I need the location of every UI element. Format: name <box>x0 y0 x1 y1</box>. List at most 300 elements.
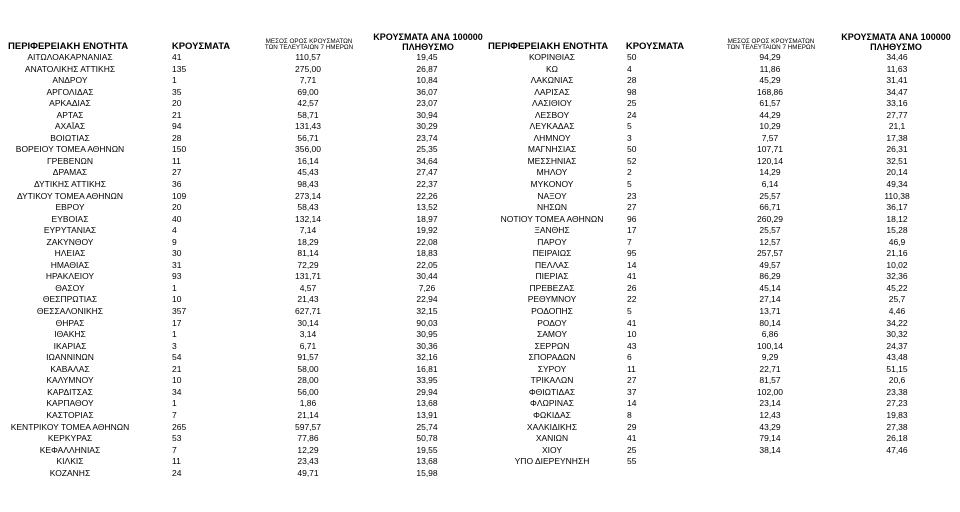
table-row <box>488 248 954 260</box>
per-100k-cell: 30,44 <box>416 271 438 282</box>
cases-cell: 7 <box>172 409 177 420</box>
cases-cell: 4 <box>172 225 177 236</box>
per-100k-cell: 30,29 <box>416 121 438 132</box>
region-cell: ΧΑΛΚΙΔΙΚΗΣ <box>526 421 578 432</box>
per-header-line-1: ΚΡΟΥΣΜΑΤΑ ΑΝΑ 100000 <box>373 32 483 43</box>
table-row <box>8 260 482 272</box>
seven-day-average-cell: 597,57 <box>295 421 321 432</box>
region-cell: ΜΑΓΝΗΣΙΑΣ <box>527 144 577 155</box>
cases-cell: 29 <box>627 421 637 432</box>
avg-header-line-2: ΤΩΝ ΤΕΛΕΥΤΑΙΩΝ 7 ΗΜΕΡΩΝ <box>726 44 816 52</box>
per-100k-cell: 22,94 <box>416 294 438 305</box>
seven-day-average-cell: 56,71 <box>297 132 319 143</box>
region-cell: ΕΥΡΥΤΑΝΙΑΣ <box>43 225 97 236</box>
cases-cell: 14 <box>627 398 637 409</box>
seven-day-average-cell: 38,14 <box>759 444 781 455</box>
cases-cell: 94 <box>172 121 182 132</box>
seven-day-average-cell: 30,14 <box>297 317 319 328</box>
cases-cell: 25 <box>627 98 637 109</box>
cases-cell: 265 <box>172 421 187 432</box>
table-row <box>488 202 954 214</box>
per-100k-cell: 36,07 <box>416 86 438 97</box>
table-row <box>488 456 954 468</box>
seven-day-average-cell: 86,29 <box>759 271 781 282</box>
cases-cell: 37 <box>627 386 637 397</box>
per-100k-cell: 11,63 <box>886 63 908 74</box>
region-cell: ΔΡΑΜΑΣ <box>52 167 88 178</box>
left-table <box>8 22 482 479</box>
region-cell: ΣΕΡΡΩΝ <box>534 340 570 351</box>
region-cell: ΚΑΡΠΑΘΟΥ <box>46 398 94 409</box>
cases-cell: 22 <box>627 294 637 305</box>
table-row <box>8 191 482 203</box>
seven-day-average-cell: 132,14 <box>295 213 321 224</box>
per-100k-cell: 27,23 <box>886 398 908 409</box>
cases-cell: 31 <box>172 259 182 270</box>
region-cell: ΘΕΣΣΑΛΟΝΙΚΗΣ <box>36 306 104 317</box>
region-cell: ΝΟΤΙΟΥ ΤΟΜΕΑ ΑΘΗΝΩΝ <box>500 213 604 224</box>
region-cell: ΥΠΟ ΔΙΕΡΕΥΝΗΣΗ <box>514 456 590 467</box>
region-cell: ΛΗΜΝΟΥ <box>533 132 571 143</box>
per-100k-cell: 32,36 <box>886 271 908 282</box>
seven-day-average-cell: 273,14 <box>295 190 321 201</box>
table-row <box>488 64 954 76</box>
region-cell: ΚΕΦΑΛΛΗΝΙΑΣ <box>39 444 101 455</box>
seven-day-average-cell: 260,29 <box>757 213 783 224</box>
per-100k-cell: 4,46 <box>888 306 906 317</box>
seven-day-average-cell: 80,14 <box>759 317 781 328</box>
per-100k-cell: 51,15 <box>886 363 908 374</box>
per-100k-cell: 25,74 <box>416 421 438 432</box>
per-100k-cell: 22,37 <box>416 179 438 190</box>
table-row <box>488 52 954 64</box>
table-row <box>8 271 482 283</box>
seven-day-average-cell: 21,43 <box>297 294 319 305</box>
cases-cell: 17 <box>172 317 182 328</box>
table-row <box>8 75 482 87</box>
per-100k-cell: 34,22 <box>886 317 908 328</box>
table-row <box>488 225 954 237</box>
per-100k-cell: 33,95 <box>416 375 438 386</box>
seven-day-average-cell: 28,00 <box>297 375 319 386</box>
cases-cell: 14 <box>627 259 637 270</box>
per-100k-column-header <box>840 33 952 52</box>
seven-day-average-cell: 56,00 <box>297 386 319 397</box>
seven-day-average-cell: 100,14 <box>757 340 783 351</box>
region-cell: ΠΡΕΒΕΖΑΣ <box>529 282 575 293</box>
seven-day-average-cell: 79,14 <box>759 433 781 444</box>
avg-header-line-1: ΜΕΣΟΣ ΟΡΟΣ ΚΡΟΥΣΜΑΤΩΝ <box>727 37 815 45</box>
avg-header-line-2: ΤΩΝ ΤΕΛΕΥΤΑΙΩΝ 7 ΗΜΕΡΩΝ <box>264 44 354 52</box>
region-cell: ΙΩΑΝΝΙΝΩΝ <box>46 352 94 363</box>
seven-day-average-cell: 98,43 <box>297 179 319 190</box>
seven-day-average-cell: 58,43 <box>297 202 319 213</box>
cases-cell: 9 <box>172 236 177 247</box>
cases-cell: 41 <box>627 271 637 282</box>
per-100k-cell: 50,78 <box>416 433 438 444</box>
table-row <box>8 306 482 318</box>
seven-day-average-cell: 6,14 <box>761 179 779 190</box>
seven-day-average-cell: 77,86 <box>297 433 319 444</box>
per-header-line-1: ΚΡΟΥΣΜΑΤΑ ΑΝΑ 100000 <box>841 32 951 43</box>
cases-cell: 5 <box>627 121 632 132</box>
cases-cell: 43 <box>627 340 637 351</box>
cases-cell: 27 <box>627 375 637 386</box>
per-100k-cell: 15,98 <box>416 467 438 478</box>
per-100k-cell: 36,17 <box>886 202 908 213</box>
region-column-header: ΠΕΡΙΦΕΡΕΙΑΚΗ ΕΝΟΤΗΤΑ <box>8 41 129 53</box>
per-100k-cell: 13,68 <box>416 398 438 409</box>
seven-day-average-cell: 72,29 <box>297 259 319 270</box>
per-100k-cell: 26,31 <box>886 144 908 155</box>
cases-cell: 1 <box>172 75 177 86</box>
table-row <box>8 133 482 145</box>
region-cell: ΔΥΤΙΚΗΣ ΑΤΤΙΚΗΣ <box>33 179 107 190</box>
region-cell: ΚΙΛΚΙΣ <box>56 456 84 467</box>
seven-day-average-cell: 45,14 <box>759 282 781 293</box>
table-row <box>488 433 954 445</box>
seven-day-average-cell: 49,71 <box>297 467 319 478</box>
table-row <box>8 167 482 179</box>
seven-day-average-cell: 43,29 <box>759 421 781 432</box>
table-row <box>8 237 482 249</box>
region-cell: ΘΕΣΠΡΩΤΙΑΣ <box>42 294 98 305</box>
seven-day-average-cell: 6,86 <box>761 329 779 340</box>
seven-day-average-cell: 1,86 <box>299 398 317 409</box>
per-100k-cell: 23,07 <box>416 98 438 109</box>
region-cell: ΚΕΡΚΥΡΑΣ <box>47 433 93 444</box>
seven-day-average-cell: 6,71 <box>299 340 317 351</box>
table-row <box>8 422 482 434</box>
seven-day-average-cell: 81,14 <box>297 248 319 259</box>
per-100k-cell: 47,46 <box>886 444 908 455</box>
cases-cell: 1 <box>172 398 177 409</box>
region-cell: ΠΙΕΡΙΑΣ <box>535 271 569 282</box>
per-100k-cell: 19,92 <box>416 225 438 236</box>
cases-cell: 21 <box>172 109 182 120</box>
seven-day-average-cell: 14,29 <box>759 167 781 178</box>
region-cell: ΚΑΡΔΙΤΣΑΣ <box>47 386 93 397</box>
per-100k-cell: 23,74 <box>416 132 438 143</box>
per-100k-cell: 43,48 <box>886 352 908 363</box>
per-header-line-2: ΠΛΗΘΥΣΜΟ <box>870 41 922 52</box>
table-row <box>8 248 482 260</box>
table-row <box>8 98 482 110</box>
region-cell: ΦΛΩΡΙΝΑΣ <box>530 398 574 409</box>
per-100k-cell: 26,18 <box>886 433 908 444</box>
cases-cell: 21 <box>172 363 182 374</box>
region-column-header: ΠΕΡΙΦΕΡΕΙΑΚΗ ΕΝΟΤΗΤΑ <box>488 41 609 53</box>
cases-cell: 23 <box>627 190 637 201</box>
region-cell: ΛΕΥΚΑΔΑΣ <box>529 121 575 132</box>
per-100k-cell: 16,81 <box>416 363 438 374</box>
per-100k-cell: 20,14 <box>886 167 908 178</box>
per-100k-cell: 22,26 <box>416 190 438 201</box>
cases-cell: 5 <box>627 306 632 317</box>
table-row <box>8 110 482 122</box>
region-cell: ΚΑΛΥΜΝΟΥ <box>46 375 94 386</box>
table-row <box>8 179 482 191</box>
left-table-header <box>8 22 482 52</box>
per-100k-cell: 19,55 <box>416 444 438 455</box>
table-row <box>488 422 954 434</box>
cases-cell: 34 <box>172 386 182 397</box>
table-row <box>8 225 482 237</box>
table-row <box>8 52 482 64</box>
table-row <box>8 398 482 410</box>
region-cell: ΚΟΖΑΝΗΣ <box>49 467 91 478</box>
seven-day-average-cell: 61,57 <box>759 98 781 109</box>
right-table <box>488 22 954 468</box>
table-row <box>488 214 954 226</box>
table-row <box>8 341 482 353</box>
table-row <box>488 121 954 133</box>
region-cell: ΛΕΣΒΟΥ <box>534 109 570 120</box>
cases-cell: 1 <box>172 282 177 293</box>
cases-cell: 41 <box>172 52 182 62</box>
region-cell: ΡΕΘΥΜΝΟΥ <box>527 294 577 305</box>
table-row <box>488 410 954 422</box>
region-cell: ΣΠΟΡΑΔΩΝ <box>528 352 576 363</box>
cases-cell: 24 <box>172 467 182 478</box>
table-row <box>8 375 482 387</box>
table-row <box>8 202 482 214</box>
seven-day-average-cell: 107,71 <box>757 144 783 155</box>
per-100k-column-header <box>372 33 484 52</box>
per-100k-cell: 21,1 <box>888 121 906 132</box>
seven-day-average-cell: 91,57 <box>297 352 319 363</box>
per-100k-cell: 46,9 <box>888 236 906 247</box>
region-cell: ΕΒΡΟΥ <box>55 202 85 213</box>
region-cell: ΝΑΞΟΥ <box>537 190 567 201</box>
table-row <box>8 329 482 341</box>
table-row <box>488 260 954 272</box>
region-cell: ΗΛΕΙΑΣ <box>54 248 86 259</box>
cases-cell: 20 <box>172 98 182 109</box>
region-cell: ΑΡΚΑΔΙΑΣ <box>49 98 91 109</box>
table-row <box>488 283 954 295</box>
cases-cell: 109 <box>172 190 187 201</box>
table-row <box>488 387 954 399</box>
cases-cell: 27 <box>172 167 182 178</box>
cases-cell: 95 <box>627 248 637 259</box>
region-cell: ΑΡΤΑΣ <box>56 109 84 120</box>
seven-day-average-cell: 12,29 <box>297 444 319 455</box>
region-cell: ΝΗΣΩΝ <box>536 202 568 213</box>
table-row <box>8 121 482 133</box>
table-row <box>488 306 954 318</box>
seven-day-average-cell: 81,57 <box>759 375 781 386</box>
per-100k-cell: 34,46 <box>886 52 908 62</box>
per-100k-cell: 110,38 <box>884 190 910 201</box>
cases-cell: 10 <box>172 375 182 386</box>
cases-cell: 3 <box>172 340 177 351</box>
cases-cell: 7 <box>172 444 177 455</box>
per-100k-cell: 10,84 <box>416 75 438 86</box>
per-100k-cell: 34,47 <box>886 86 908 97</box>
cases-cell: 36 <box>172 179 182 190</box>
avg-header-line-1: ΜΕΣΟΣ ΟΡΟΣ ΚΡΟΥΣΜΑΤΩΝ <box>265 37 353 45</box>
cases-cell: 2 <box>627 167 632 178</box>
region-cell: ΑΧΑΪΑΣ <box>54 121 86 132</box>
region-cell: ΒΟΙΩΤΙΑΣ <box>50 132 90 143</box>
per-100k-cell: 32,15 <box>416 306 438 317</box>
seven-day-average-cell: 45,43 <box>297 167 319 178</box>
table-row <box>488 156 954 168</box>
region-cell: ΑΝΑΤΟΛΙΚΗΣ ΑΤΤΙΚΗΣ <box>24 63 116 74</box>
cases-cell: 27 <box>627 202 637 213</box>
region-cell: ΡΟΔΟΠΗΣ <box>531 306 573 317</box>
table-row <box>8 144 482 156</box>
cases-cell: 41 <box>627 317 637 328</box>
region-cell: ΑΙΤΩΛΟΑΚΑΡΝΑΝΙΑΣ <box>27 52 113 62</box>
seven-day-average-cell: 3,14 <box>299 329 317 340</box>
per-100k-cell: 20,6 <box>888 375 906 386</box>
table-row <box>8 456 482 468</box>
cases-cell: 25 <box>627 444 637 455</box>
per-100k-cell: 26,87 <box>416 63 438 74</box>
seven-day-average-cell: 12,43 <box>759 409 781 420</box>
seven-day-average-cell: 22,71 <box>759 363 781 374</box>
per-100k-cell: 19,83 <box>886 409 908 420</box>
cases-cell: 11 <box>172 155 181 166</box>
region-cell: ΣΑΜΟΥ <box>536 329 567 340</box>
per-100k-cell: 18,97 <box>416 213 438 224</box>
per-100k-cell: 29,94 <box>416 386 438 397</box>
region-cell: ΙΚΑΡΙΑΣ <box>53 340 87 351</box>
region-cell: ΑΡΓΟΛΙΔΑΣ <box>46 86 94 97</box>
left-table-body <box>8 52 482 479</box>
region-cell: ΗΡΑΚΛΕΙΟΥ <box>45 271 95 282</box>
cases-cell: 17 <box>627 225 637 236</box>
per-100k-cell: 18,83 <box>416 248 438 259</box>
table-row <box>488 294 954 306</box>
per-header-line-2: ΠΛΗΘΥΣΜΟ <box>402 41 454 52</box>
region-cell: ΠΕΙΡΑΙΩΣ <box>532 248 572 259</box>
cases-cell: 10 <box>627 329 637 340</box>
table-row <box>488 398 954 410</box>
region-cell: ΚΩ <box>545 63 559 74</box>
table-row <box>488 144 954 156</box>
cases-cell: 96 <box>627 213 637 224</box>
region-cell: ΞΑΝΘΗΣ <box>534 225 570 236</box>
cases-cell: 55 <box>627 456 637 467</box>
per-100k-cell: 34,64 <box>416 155 438 166</box>
seven-day-average-cell: 25,57 <box>759 225 781 236</box>
cases-cell: 98 <box>627 86 637 97</box>
per-100k-cell: 7,26 <box>418 282 436 293</box>
table-row <box>8 433 482 445</box>
table-row <box>488 179 954 191</box>
table-row <box>488 110 954 122</box>
region-cell: ΜΥΚΟΝΟΥ <box>530 179 574 190</box>
table-row <box>488 167 954 179</box>
per-100k-cell: 32,16 <box>416 352 438 363</box>
table-row <box>488 352 954 364</box>
region-cell: ΚΟΡΙΝΘΙΑΣ <box>528 52 576 62</box>
per-100k-cell: 31,41 <box>886 75 908 86</box>
per-100k-cell: 30,32 <box>886 329 908 340</box>
table-row <box>488 341 954 353</box>
region-cell: ΒΟΡΕΙΟΥ ΤΟΜΕΑ ΑΘΗΝΩΝ <box>15 144 125 155</box>
region-cell: ΠΕΛΛΑΣ <box>534 259 570 270</box>
table-row <box>8 156 482 168</box>
seven-day-average-cell: 23,43 <box>297 456 319 467</box>
seven-day-average-cell: 10,29 <box>759 121 781 132</box>
seven-day-average-cell: 25,57 <box>759 190 781 201</box>
per-100k-cell: 27,38 <box>886 421 908 432</box>
per-100k-cell: 30,95 <box>416 329 438 340</box>
per-100k-cell: 22,05 <box>416 259 438 270</box>
per-100k-cell: 15,28 <box>886 225 908 236</box>
table-row <box>488 329 954 341</box>
seven-day-average-cell: 356,00 <box>295 144 321 155</box>
region-cell: ΡΟΔΟΥ <box>537 317 567 328</box>
cases-cell: 50 <box>627 144 637 155</box>
table-row <box>488 445 954 457</box>
region-cell: ΗΜΑΘΙΑΣ <box>50 259 90 270</box>
region-cell: ΠΑΡΟΥ <box>537 236 567 247</box>
seven-day-average-cell: 45,29 <box>759 75 781 86</box>
per-100k-cell: 13,91 <box>416 409 438 420</box>
per-100k-cell: 33,16 <box>886 98 908 109</box>
region-cell: ΓΡΕΒΕΝΩΝ <box>47 155 93 166</box>
seven-day-average-cell: 110,57 <box>295 52 321 62</box>
region-cell: ΚΕΝΤΡΙΚΟΥ ΤΟΜΕΑ ΑΘΗΝΩΝ <box>10 421 130 432</box>
cases-cell: 5 <box>627 179 632 190</box>
table-row <box>8 318 482 330</box>
region-cell: ΛΑΡΙΣΑΣ <box>534 86 570 97</box>
cases-cell: 150 <box>172 144 187 155</box>
seven-day-average-cell: 168,86 <box>757 86 783 97</box>
seven-day-average-cell: 131,71 <box>295 271 321 282</box>
cases-cell: 50 <box>627 52 637 62</box>
per-100k-cell: 21,16 <box>886 248 908 259</box>
cases-cell: 6 <box>627 352 632 363</box>
per-100k-cell: 13,52 <box>416 202 438 213</box>
region-cell: ΣΥΡΟΥ <box>537 363 567 374</box>
region-cell: ΜΕΣΣΗΝΙΑΣ <box>527 155 577 166</box>
cases-cell: 135 <box>172 63 187 74</box>
region-cell: ΦΘΙΩΤΙΔΑΣ <box>528 386 576 397</box>
cases-cell: 52 <box>627 155 637 166</box>
per-100k-cell: 25,7 <box>888 294 906 305</box>
seven-day-average-cell: 11,86 <box>759 63 781 74</box>
region-cell: ΖΑΚΥΝΘΟΥ <box>46 236 94 247</box>
table-row <box>8 294 482 306</box>
per-100k-cell: 30,94 <box>416 109 438 120</box>
cases-cell: 10 <box>172 294 182 305</box>
seven-day-average-cell: 58,00 <box>297 363 319 374</box>
cases-cell: 28 <box>627 75 637 86</box>
table-row <box>488 237 954 249</box>
cases-cell: 28 <box>172 132 182 143</box>
seven-day-average-cell: 7,14 <box>299 225 317 236</box>
cases-column-header: ΚΡΟΥΣΜΑΤΑ <box>171 41 231 53</box>
seven-day-average-cell: 627,71 <box>295 306 321 317</box>
per-100k-cell: 22,08 <box>416 236 438 247</box>
cases-cell: 26 <box>627 282 637 293</box>
seven-day-average-cell: 4,57 <box>299 282 317 293</box>
seven-day-average-cell: 13,71 <box>759 306 781 317</box>
seven-day-average-cell: 42,57 <box>297 98 319 109</box>
cases-cell: 24 <box>627 109 637 120</box>
seven-day-average-cell: 18,29 <box>297 236 319 247</box>
region-cell: ΘΗΡΑΣ <box>55 317 85 328</box>
per-100k-cell: 30,36 <box>416 340 438 351</box>
per-100k-cell: 90,03 <box>416 317 438 328</box>
seven-day-average-cell: 23,14 <box>759 398 781 409</box>
